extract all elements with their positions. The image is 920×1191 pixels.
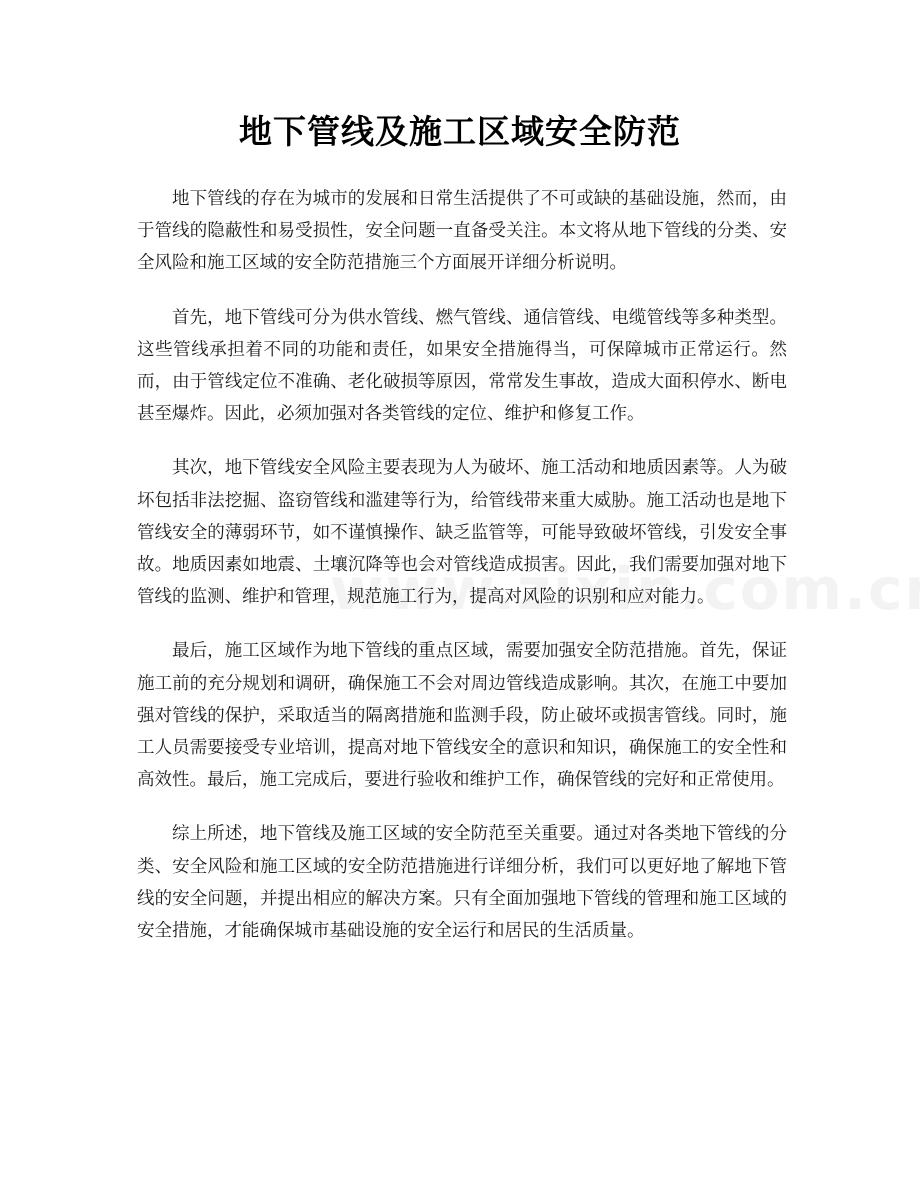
document-title: 地下管线及施工区域安全防范: [239, 112, 681, 151]
paragraph-conclusion: 综上所述，地下管线及施工区域的安全防范至关重要。通过对各类地下管线的分类、安全风险和施工区域的安全防范措施进行详细分析，我们可以更好地了解地下管线的安全问题，并提出相应的解决方案。只有全面加强地下管线的管理和施工区域的安全措施，才能确保城市基础设施的安全运行和居民的生活质量。: [137, 824, 787, 942]
paragraph-construction-measures: 最后，施工区域作为地下管线的重点区域，需要加强安全防范措施。首先，保证施工前的充分规划和调研，确保施工不会对周边管线造成影响。其次，在施工中要加强对管线的保护，采取适当的隔离措施和监测手段，防止破坏或损害管线。同时，施工人员需要接受专业培训，提高对地下管线安全的意识和知识，确保施工的安全性和高效性。最后，施工完成后，要进行验收和维护工作，确保管线的完好和正常使用。: [137, 641, 787, 791]
paragraph-intro: 地下管线的存在为城市的发展和日常生活提供了不可或缺的基础设施，然而，由于管线的隐蔽性和易受损性，安全问题一直备受关注。本文将从地下管线的分类、安全风险和施工区域的安全防范措施三个方面展开详细分析说明。: [137, 189, 787, 274]
paragraph-classification: 首先，地下管线可分为供水管线、燃气管线、通信管线、电缆管线等多种类型。这些管线承担着不同的功能和责任，如果安全措施得当，可保障城市正常运行。然而，由于管线定位不准确、老化破损等原因，常常发生事故，造成大面积停水、断电甚至爆炸。因此，必须加强对各类管线的定位、维护和修复工作。: [137, 307, 787, 425]
paragraph-risks: 其次，地下管线安全风险主要表现为人为破坏、施工活动和地质因素等。人为破坏包括非法挖掘、盗窃管线和滥建等行为，给管线带来重大威胁。施工活动也是地下管线安全的薄弱环节，如不谨慎操作、缺乏监管等，可能导致破坏管线，引发安全事故。地质因素如地震、土壤沉降等也会对管线造成损害。因此，我们需要加强对地下管线的监测、维护和管理，规范施工行为，提高对风险的识别和应对能力。: [137, 458, 787, 608]
document-body: [137, 183, 787, 969]
